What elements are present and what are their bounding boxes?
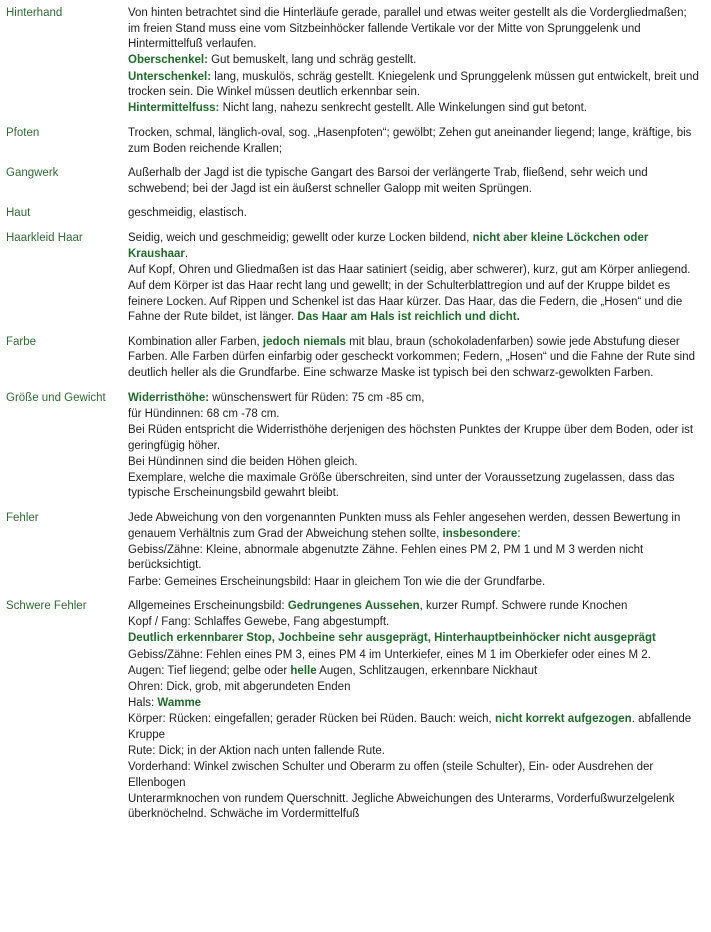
description-paragraph	[128, 126, 701, 157]
emphasis-text: nicht aber kleine Löckchen oder Kraushaar	[128, 232, 649, 260]
table-row	[6, 231, 701, 335]
description-paragraph	[128, 680, 701, 696]
description-paragraph	[128, 407, 701, 423]
emphasis-text: insbesondere	[442, 527, 518, 540]
emphasis-text: Gedrungenes Aussehen	[287, 600, 420, 613]
body-text: Rute: Dick; in der Aktion nach unten fallende Rute.	[128, 744, 385, 757]
body-text: Gebiss/Zähne: Kleine, abnormale abgenutzte Zähne. Fehlen eines PM 2, PM 1 und M 3 werden nicht berücksichtigt.	[128, 543, 644, 572]
body-text: Trocken, schmal, länglich-oval, sog. „Hasenpfoten“; gewölbt; Zehen gut aneinander liegend; lange, kräftige, bis zum Boden reichende Krallen;	[128, 126, 692, 155]
emphasis-text: Oberschenkel:	[128, 54, 208, 67]
description-paragraph	[128, 792, 701, 823]
body-text: für Hündinnen: 68 cm -78 cm.	[128, 407, 280, 420]
emphasis-text: Unterschenkel:	[128, 70, 212, 83]
description-cell	[128, 335, 701, 391]
description-paragraph	[128, 631, 701, 647]
description-paragraph	[128, 101, 701, 117]
description-paragraph	[128, 231, 701, 262]
description-paragraph	[128, 391, 701, 407]
body-text: lang, muskulös, schräg gestellt. Kniegelenk und Sprunggelenk müssen gut entwickelt, breit und trocken sein. Die Winkel müssen deutlich erkennbar sein.	[128, 70, 699, 99]
description-cell	[128, 599, 701, 832]
body-text: wünschenswert für Rüden: 75 cm -85 cm,	[209, 391, 425, 404]
description-cell	[128, 126, 701, 166]
description-paragraph	[128, 696, 701, 712]
description-paragraph	[128, 70, 701, 101]
body-text: Gut bemuskelt, lang und schräg gestellt.	[207, 54, 417, 67]
description-paragraph	[128, 53, 701, 69]
description-paragraph	[128, 471, 701, 502]
description-cell	[128, 6, 701, 126]
body-text: Vorderhand: Winkel zwischen Schulter und Oberarm zu offen (steile Schulter), Ein- oder Ausdrehen der Ellenbogen	[128, 760, 654, 789]
body-text: Augen: Tief liegend; gelbe oder	[128, 664, 291, 677]
emphasis-text: nicht korrekt aufgezogen	[494, 713, 632, 725]
emphasis-text: Das Haar am Hals ist reichlich und dicht.	[297, 311, 520, 324]
description-paragraph	[128, 760, 701, 791]
description-paragraph	[128, 615, 701, 631]
body-text: Auf dem Körper ist das Haar recht lang und gewellt; in der Schulterblattregion und auf der Kruppe bildet es feinere Locken. Auf Rippen und Schenkel ist das Haar kürzer. Das Haar, das die Federn, die „Hosen“ und die Fahne der Rute bildet, ist länger.	[128, 279, 683, 324]
body-text: Exemplare, welche die maximale Größe überschreiten, sind unter der Voraussetzung zugelassen, dass das typische Erscheinungsbild gewahrt bleibt.	[128, 471, 675, 500]
table-row	[6, 599, 701, 832]
description-paragraph	[128, 455, 701, 471]
description-cell	[128, 231, 701, 335]
body-text: Hals:	[128, 696, 158, 709]
table-row	[6, 391, 701, 511]
term-label: Gangwerk	[6, 167, 59, 180]
table-row	[6, 126, 701, 166]
description-paragraph	[128, 664, 701, 680]
term-label: Haarkleid Haar	[6, 232, 83, 244]
description-cell	[128, 391, 701, 511]
description-paragraph	[128, 648, 701, 664]
body-text: Jede Abweichung von den vorgenannten Punkten muss als Fehler angesehen werden, dessen Bewertung in genauem Verhältnis zum Grad der Abweichung stehen sollte,	[128, 512, 681, 540]
specification-table	[6, 6, 701, 832]
table-row	[6, 335, 701, 391]
term-label: Größe und Gewicht	[6, 391, 106, 404]
body-text: Augen, Schlitzaugen, erkennbare Nickhaut	[316, 664, 538, 677]
description-paragraph	[128, 423, 701, 454]
body-text: Außerhalb der Jagd ist die typische Gangart des Barsoi der verlängerte Trab, fließend, sehr weich und schwebend; bei der Jagd ist ein äußerst schneller Galopp mit weiten Sprüngen.	[128, 167, 648, 195]
description-paragraph	[128, 599, 701, 615]
body-text: Seidig, weich und geschmeidig; gewellt oder kurze Locken bildend,	[128, 232, 473, 244]
term-label: Pfoten	[6, 126, 40, 139]
body-text: mit blau, braun (schokoladenfarben) sowie jede Abstufung dieser Farben. Alle Farben dürfen einfarbig oder gescheckt vorkommen; Federn, „Hosen“ und die Fahne der Rute sind deutlich heller als die Grundfarbe. Eine schwarze Maske ist typisch bei den schwarz-gewolkten Farben.	[128, 335, 696, 379]
description-cell	[128, 206, 701, 231]
body-text: Von hinten betrachtet sind die Hinterläufe gerade, parallel und etwas weiter gestellt als die Vordergliedmaßen; im freien Stand muss eine vom Sitzbeinhöcker fallende Vertikale vor der Mitte von Sprunggelenk und Hintermittelfuß verlaufen.	[128, 7, 687, 51]
body-text: . abfallende Kruppe	[128, 713, 692, 741]
emphasis-text: jedoch niemals	[262, 335, 346, 348]
description-paragraph	[128, 511, 701, 542]
body-text: Gebiss/Zähne: Fehlen eines PM 3, eines PM 4 im Unterkiefer, eines M 1 im Oberkiefer oder eines M 2.	[128, 648, 651, 661]
term-label: Farbe	[6, 335, 37, 348]
table-row	[6, 166, 701, 206]
term-label: Haut	[6, 207, 31, 220]
description-paragraph	[128, 263, 701, 279]
body-text: Bei Hündinnen sind die beiden Höhen gleich.	[128, 455, 358, 468]
description-paragraph	[128, 279, 701, 326]
description-paragraph	[128, 575, 701, 591]
body-text: Ohren: Dick, grob, mit abgerundeten Enden	[128, 680, 351, 693]
table-row	[6, 206, 701, 231]
body-text: , kurzer Rumpf. Schwere runde Knochen	[419, 600, 628, 613]
body-text: Bei Rüden entspricht die Widerristhöhe derjenigen des höchsten Punktes der Kruppe über dem Boden, oder ist geringfügig höher.	[128, 423, 694, 452]
table-row	[6, 511, 701, 599]
table-row	[6, 6, 701, 126]
body-text: Nicht lang, nahezu senkrecht gestellt. Alle Winkelungen sind gut betont.	[219, 102, 587, 115]
specification-table-body	[6, 6, 701, 832]
emphasis-text: Widerristhöhe:	[128, 391, 210, 404]
description-cell	[128, 166, 701, 206]
description-paragraph	[128, 335, 701, 382]
description-paragraph	[128, 206, 701, 222]
emphasis-text: Deutlich erkennbarer Stop, Jochbeine sehr ausgeprägt, Hinterhauptbeinhöcker nicht ausgeprägt	[128, 632, 656, 645]
emphasis-text: helle	[290, 664, 317, 677]
body-text: Unterarmknochen von rundem Querschnitt. Jegliche Abweichungen des Unterarms, Vorderfußwurzelgelenk überknöchelnd. Schwäche im Vordermittelfuß	[128, 792, 675, 821]
body-text: Kopf / Fang: Schlaffes Gewebe, Fang abgestumpft.	[128, 616, 390, 629]
body-text: :	[517, 527, 521, 540]
description-paragraph	[128, 712, 701, 743]
term-label: Fehler	[6, 512, 39, 524]
body-text: Farbe: Gemeines Erscheinungsbild: Haar in gleichem Ton wie die der Grundfarbe.	[128, 575, 546, 588]
term-label: Schwere Fehler	[6, 600, 87, 613]
body-text: geschmeidig, elastisch.	[128, 207, 247, 220]
body-text: Allgemeines Erscheinungsbild:	[128, 600, 288, 613]
body-text: Auf Kopf, Ohren und Gliedmaßen ist das Haar satiniert (seidig, aber schwerer), kurz, gut am Körper anliegend.	[128, 263, 691, 276]
body-text: .	[184, 247, 189, 260]
description-cell	[128, 511, 701, 599]
emphasis-text: Hintermittelfuss:	[128, 102, 220, 115]
body-text: Kombination aller Farben,	[128, 335, 263, 348]
term-label: Hinterhand	[6, 7, 63, 19]
description-paragraph	[128, 543, 701, 574]
description-paragraph	[128, 744, 701, 760]
emphasis-text: Wamme	[157, 696, 202, 709]
body-text: Körper: Rücken: eingefallen; gerader Rücken bei Rüden. Bauch: weich,	[128, 713, 495, 725]
description-paragraph	[128, 166, 701, 197]
description-paragraph	[128, 6, 701, 53]
